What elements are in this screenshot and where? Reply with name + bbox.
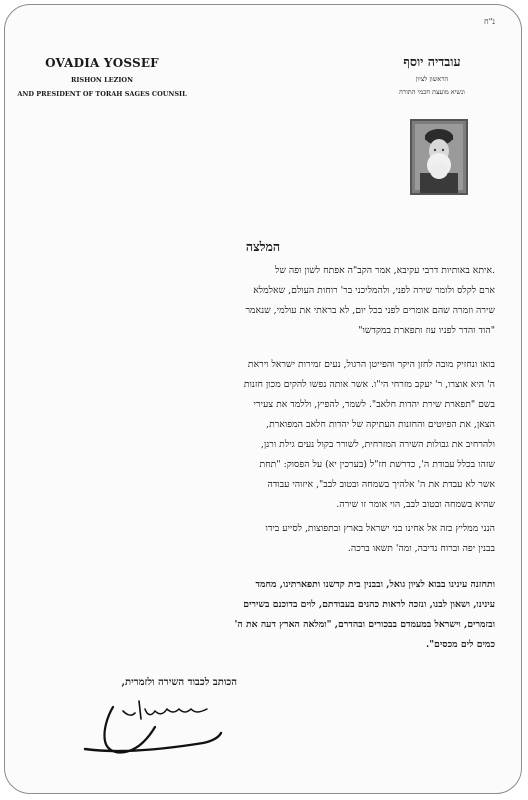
letterhead-hebrew-subtitle: ונשיא מועצת חכמי התורה [399, 88, 465, 96]
letterhead-hebrew-title: הראשון לציון [415, 75, 449, 83]
page-number: נ"ח [483, 17, 495, 26]
handwritten-signature [83, 697, 223, 759]
paragraph-line: ה' היא אוצרו, ר' יעקב מזרחי הי"ו. אשר אותה נפשו להקים מכון חזנות [243, 379, 495, 390]
letterhead-english-subtitle: AND PRESIDENT OF TORAH SAGES COUNSIL [17, 90, 187, 98]
letterhead-english [17, 56, 187, 98]
paragraph-line: "הוד והדר לפניו עוז ותפארת במקדשו" [358, 325, 495, 336]
paragraph-line: ארם לקלס ולומר שירה לפני, ולהמליכני בר' רוחות העולם, שאלמלא [253, 285, 495, 296]
paragraph-3 [35, 519, 495, 559]
paragraph-line: הנני ממליץ כזה אל אחינו בני ישראל בארץ ובתפוצות, לסייע בידו [265, 523, 495, 534]
paragraph-1 [35, 261, 495, 341]
portrait-photo [410, 119, 468, 195]
document-title: המלצה [245, 239, 281, 254]
paragraph-2 [35, 355, 495, 515]
paragraph-line: .איתא באותיות דרבי עקיבא, אמר הקב"ה אפתח לשון ופה של [275, 265, 495, 276]
paragraph-4 [35, 575, 495, 655]
letterhead-hebrew-name: עובדיה יוסף [403, 54, 461, 69]
paragraph-line: עינינו, ושאון לבנו, ונזכה לראות כהנים בעבודתם, לוים בדוכנם בשירים [243, 599, 495, 610]
letterhead-hebrew [377, 54, 487, 96]
letterhead-english-title: RISHON LEZION [70, 76, 134, 84]
paragraph-line: בבנין יפה וברוח נדיבה, ומה' תשאו ברכה. [347, 543, 495, 554]
paragraph-line: ולהרחיב את גבולות השירה המזרחית, לשורר בקול נעים גילת ורנן, [260, 439, 495, 450]
paragraph-line: הצאן, את הפיוטים והחזנות העתיקה של יהדות חלאב המפוארת, [266, 419, 495, 430]
portrait-image [412, 121, 466, 193]
letter-page [4, 4, 522, 794]
paragraph-line: בואו ונחזיק מובה לחזן היקר והפייטן הרגול, נעים זמירות ישראל ויראת [247, 359, 495, 370]
paragraph-line: בשם "תפארת שירת יהדות חלאב". לשמר, להפיץ, וללמד את צעירי [253, 399, 495, 410]
paragraph-line: ובזמרים, וישראל במעמדם בבכורים ובהדרם, "ומלאה הארץ דעה את ה' [234, 619, 495, 630]
paragraph-line: שירה וזמרה שהם אומרים לפני בכל יום, לא בראתי את עולמי, שנאמר [245, 305, 495, 316]
paragraph-line: שזהו בכלל עבודת ה', כדרשת חז"ל (בערכין יא) על הפסוק: "תחת [259, 459, 495, 470]
letterhead-english-name: OVADIA YOSSEF [45, 56, 159, 70]
paragraph-line: כמים לים מכסים". [425, 639, 495, 650]
closing-line: הכותב לכבוד השירה ולזמרית, [121, 677, 237, 688]
paragraph-line: שהיא בשמחה ובטוב לבב, הוי אומר זו שירה. [336, 499, 495, 510]
paragraph-line: אשר לא עבדת את ה' אלהיך בשמחה ובטוב לבב", איזוהי עבודה [267, 479, 495, 490]
paragraph-line: ותחזנה עינינו בבוא לציון גואל, ובבנין בית קדשנו ותפארתינו, מחמד [255, 579, 495, 590]
